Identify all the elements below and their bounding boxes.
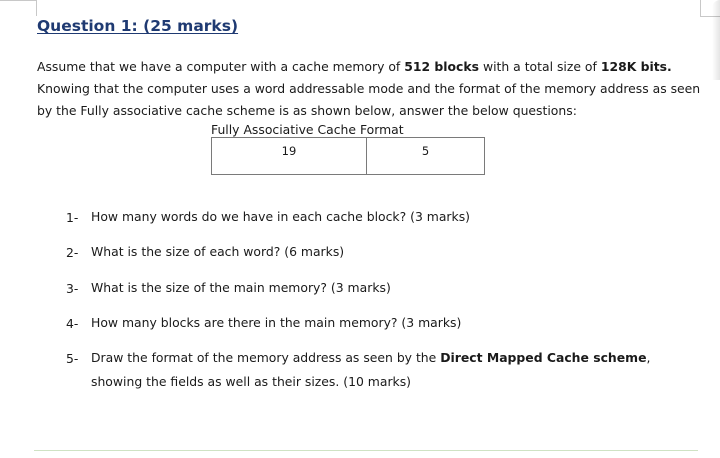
- question-title: Question 1: (25 marks): [37, 17, 239, 35]
- question-text: Draw the format of the memory address as seen by the Direct Mapped Cache scheme, showing the fields as well as their sizes. (10 marks): [91, 350, 651, 389]
- question-text: What is the size of each word? (6 marks): [91, 244, 345, 259]
- direct-mapped-term: Direct Mapped Cache scheme: [440, 350, 647, 365]
- cache-size-value: 128K bits.: [600, 59, 672, 74]
- cache-format-caption: Fully Associative Cache Format: [211, 122, 404, 137]
- cache-blocks-value: 512 blocks: [404, 59, 479, 74]
- question-text: How many words do we have in each cache block? (3 marks): [91, 209, 470, 224]
- scroll-edge-shadow: [712, 0, 720, 80]
- question-number: 5-: [66, 351, 79, 366]
- intro-line-2: Knowing that the computer uses a word addressable mode and the format of the memory address as seen: [37, 81, 701, 96]
- question-number: 4-: [66, 316, 79, 331]
- page-corner-mark: [0, 0, 36, 1]
- tag-field-size: 19: [212, 138, 367, 174]
- intro-line-3: by the Fully associative cache scheme is as shown below, answer the below questions:: [37, 103, 577, 118]
- question-intro: [37, 56, 701, 122]
- question-text: What is the size of the main memory? (3 marks): [91, 280, 391, 295]
- page-corner-mark: [700, 0, 701, 16]
- page-corner-mark: [36, 0, 37, 16]
- word-field-size: 5: [421, 144, 430, 158]
- question-number: 1-: [66, 210, 79, 225]
- question-number: 3-: [66, 281, 79, 296]
- question-text: How many blocks are there in the main memory? (3 marks): [91, 315, 462, 330]
- intro-line-1: Assume that we have a computer with a cache memory of 512 blocks with a total size of 128K bits.: [37, 59, 672, 74]
- cache-format-table: [211, 137, 485, 175]
- page-footer-rule: [34, 450, 698, 451]
- question-number: 2-: [66, 245, 79, 260]
